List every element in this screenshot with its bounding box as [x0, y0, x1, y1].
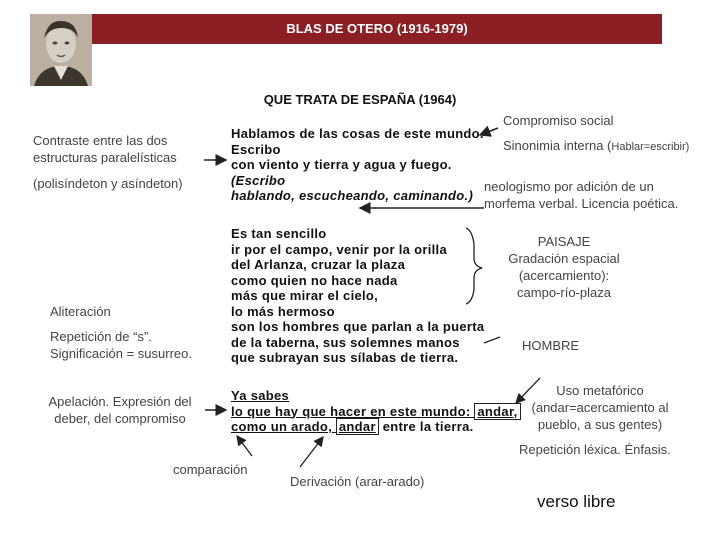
apelacion-line-2: deber, del compromiso — [54, 411, 186, 426]
sinonimia-detail: Hablar=escribir) — [611, 141, 690, 153]
paisaje-line-2: Gradación espacial — [508, 251, 620, 266]
repeticion-line-1: Repetición de “s”. — [50, 329, 152, 344]
stanza2-line-5: más que mirar el cielo, — [231, 288, 379, 303]
stanza2-line-8: de la taberna, sus solemnes manos — [231, 334, 460, 350]
page-title: BLAS DE OTERO (1916-1979) — [286, 21, 468, 36]
aliteracion-label: Aliteración — [50, 304, 111, 319]
arrow-icon — [300, 437, 323, 467]
paisaje-heading: PAISAJE — [537, 234, 591, 249]
stanza2-line-7: son los hombres que parlan a la puerta — [231, 319, 485, 334]
stanza2-line-9: que subrayan sus sílabas de tierra. — [231, 350, 459, 365]
compromiso-label: Compromiso social — [503, 113, 614, 128]
stanza1-line-2: Escribo — [231, 141, 281, 157]
derivacion-label: Derivación (arar-arado) — [290, 474, 425, 489]
uso-line-3: pueblo, a sus gentes) — [537, 417, 663, 432]
stanza2-line-2: ir por el campo, venir por la orilla — [231, 241, 447, 257]
stanza2-line-6: lo más hermoso — [231, 303, 335, 319]
paisaje-line-4: campo-río-plaza — [517, 285, 611, 300]
stanza1-line-5: hablando, escucheando, caminando.) — [231, 188, 474, 203]
stanza3-line-3c: entre la tierra. — [378, 419, 474, 434]
uso-line-1: Uso metafórico — [556, 383, 644, 398]
hombre-label: HOMBRE — [522, 338, 580, 353]
stanza3-line-1: Ya sabes — [231, 388, 290, 403]
paisaje-line-3: (acercamiento): — [518, 268, 610, 283]
uso-line-2: (andar=acercamiento al — [531, 400, 669, 415]
arrow-icon — [484, 337, 500, 343]
stanza3-line-3a: como un arado, — [231, 419, 336, 434]
brace-icon — [466, 228, 482, 304]
stanza1-line-3: con viento y tierra y agua y fuego. — [231, 157, 452, 172]
repeticion-lexica-label: Repetición léxica. Énfasis. — [519, 442, 671, 457]
stanza1-line-4: (Escribo — [231, 172, 286, 188]
comparacion-label: comparación — [173, 462, 248, 477]
andar-boxed-1: andar, — [474, 403, 520, 420]
verso-libre-label: verso libre — [537, 492, 616, 511]
arrow-icon — [237, 436, 252, 456]
stanza2-line-1: Es tan sencillo — [231, 226, 327, 241]
contrast-line-2: estructuras paralelísticas — [33, 150, 177, 165]
sinonimia-text: Sinonimia interna ( — [503, 138, 612, 153]
apelacion-line-1: Apelación. Expresión del — [48, 394, 192, 409]
arrow-icon — [480, 128, 498, 135]
stanza1-line-1: Hablamos de las cosas de este mundo. — [231, 126, 484, 141]
neologismo-line-1: neologismo por adición de un — [484, 179, 654, 194]
neologismo-line-2: morfema verbal. Licencia poética. — [484, 196, 679, 211]
arrow-icon — [516, 378, 540, 403]
stanza2-line-4: como quien no hace nada — [231, 272, 398, 288]
repeticion-line-2: Significación = susurreo. — [50, 346, 192, 361]
poem-title: QUE TRATA DE ESPAÑA (1964) — [263, 92, 457, 107]
contrast-note-3: (polisíndeton y asíndeton) — [33, 176, 183, 191]
stanza3-line-2a: lo que hay que hacer en este mundo: — [231, 403, 475, 419]
andar-boxed-2: andar — [336, 418, 379, 435]
stanza2-line-3: del Arlanza, cruzar la plaza — [231, 257, 406, 272]
contrast-line-1: Contraste entre las dos — [33, 133, 168, 148]
